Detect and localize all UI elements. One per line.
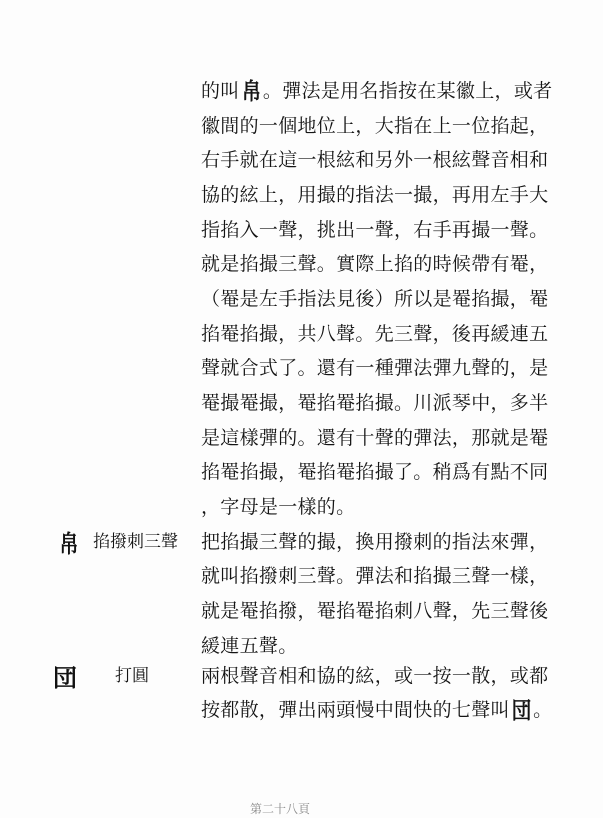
body-line-10: 罨撮罨撮，罨掐罨掐撮。川派琴中，多半 xyxy=(201,392,549,414)
section-2-label: 打圓 xyxy=(115,666,149,686)
tablature-glyph-inline-2: 団 xyxy=(511,697,532,724)
body-line-1-after: 。彈法是用名指按在某徽上，或者 xyxy=(262,80,553,102)
body-line-9: 聲就合式了。還有一種彈法彈九聲的，是 xyxy=(201,357,549,379)
section-1-line-4: 緩連五聲。 xyxy=(201,635,298,657)
section-2-line-2 xyxy=(201,699,552,722)
body-line-8: 掐罨掐撮，共八聲。先三聲，後再緩連五 xyxy=(201,323,549,345)
body-line-12: 掐罨掐撮，罨掐罨掐撮了。稍爲有點不同 xyxy=(201,461,549,483)
body-line-6: 就是掐撮三聲。實際上掐的時候帶有罨， xyxy=(201,253,549,275)
body-line-2: 徽間的一個地位上，大指在上一位掐起， xyxy=(201,115,549,137)
section-1-label: 掐撥刺三聲 xyxy=(93,532,178,552)
section-2-line-1: 兩根聲音相和協的絃，或一按一散，或都 xyxy=(201,665,549,687)
page-footer: 第二十八頁 xyxy=(250,802,311,816)
body-line-11: 是這樣彈的。還有十聲的彈法，那就是罨 xyxy=(201,427,549,449)
section-2-line-2-after: 。 xyxy=(533,699,553,721)
body-line-4: 協的絃上，用撮的指法一撮，再用左手大 xyxy=(201,184,549,206)
body-line-1 xyxy=(201,80,552,103)
section-1-line-2: 就叫掐撥刺三聲。彈法和掐撮三聲一樣， xyxy=(201,565,549,587)
body-line-1-before: 的叫 xyxy=(201,80,240,102)
body-line-7: （罨是左手指法見後）所以是罨掐撮，罨 xyxy=(201,288,549,310)
body-line-5: 指掐入一聲，挑出一聲，右手再撮一聲。 xyxy=(201,219,549,241)
tablature-symbol-1: 帛 xyxy=(59,529,79,558)
section-1-line-1: 把掐撮三聲的撮，換用撥刺的指法來彈， xyxy=(201,531,549,553)
body-line-13: ，字母是一樣的。 xyxy=(201,496,356,518)
section-2-line-2-text: 按都散，彈出兩頭慢中間快的七聲叫 xyxy=(201,699,510,721)
body-line-3: 右手就在這一根絃和另外一根絃聲音相和 xyxy=(201,149,549,171)
section-1-line-3: 就是罨掐撥，罨掐罨掐刺八聲，先三聲後 xyxy=(201,600,549,622)
tablature-glyph-inline: 帛 xyxy=(241,78,262,105)
tablature-symbol-2: 団 xyxy=(53,663,77,692)
